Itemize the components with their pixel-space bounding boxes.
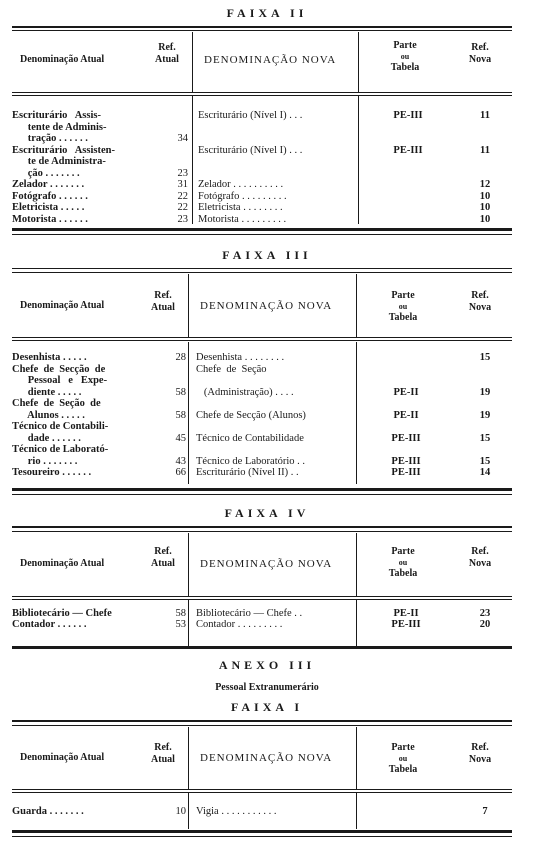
header-ref-nova: Ref. Nova [468, 42, 492, 65]
header-ref-nova: Ref. Nova [468, 546, 492, 569]
denominacao-nova-cell: Chefe de Seção [196, 363, 267, 375]
parte-tabela-cell: PE-II [393, 409, 419, 421]
anexo-title: ANEXO III [218, 658, 316, 672]
denominacao-nova-cell: Chefe de Secção (Alunos) [196, 409, 306, 421]
ref-nova-cell: 11 [480, 110, 490, 121]
denominacao-nova-cell: Escriturário (Nível I) . . . [198, 110, 303, 121]
denominacao-nova-cell: (Administração) . . . . [196, 386, 294, 398]
column-divider [188, 342, 189, 484]
header-parte: Parte ou Tabela [388, 546, 418, 579]
ref-nova-cell: 12 [479, 179, 491, 190]
denominacao-nova-cell: Motorista . . . . . . . . . [198, 213, 287, 225]
parte-tabela-cell: PE-III [393, 144, 423, 156]
denominacao-atual-cell: Chefe de Secção de [12, 363, 106, 375]
header-atual: Denominação Atual [20, 300, 105, 311]
divider [12, 526, 512, 528]
denominacao-nova-cell: Desenhista . . . . . . . . [196, 352, 285, 363]
header-nova: DENOMINAÇÃO NOVA [200, 300, 333, 312]
ref-nova-cell: 15 [479, 352, 491, 363]
header-ref-atual: Ref. Atual [151, 742, 175, 765]
parte-tabela-cell: PE-II [393, 608, 419, 619]
denominacao-atual-cell: dade . . . . . . [12, 432, 81, 444]
section-title: FAIXA III [222, 248, 312, 262]
header-ref-atual: Ref. Atual [155, 42, 179, 65]
divider [12, 789, 512, 790]
header-ref-atual: Ref. Atual [151, 290, 175, 313]
column-divider [192, 32, 193, 92]
parte-tabela-cell: PE-III [391, 619, 421, 630]
section-title: FAIXA II [226, 6, 308, 20]
column-divider [188, 793, 189, 829]
divider [12, 228, 512, 231]
denominacao-nova-cell: Técnico de Laboratório . . [196, 455, 306, 467]
divider [12, 340, 512, 341]
ref-nova-cell: 7 [482, 806, 488, 817]
ref-atual-cell: 31 [177, 179, 188, 190]
denominacao-atual-cell: Fotógrafo . . . . . . [12, 190, 88, 202]
header-nova: DENOMINAÇÃO NOVA [204, 54, 337, 66]
denominacao-nova-cell: Escriturário (Nível II) . . [196, 467, 299, 478]
ref-nova-cell: 19 [479, 386, 491, 398]
ref-atual-cell: 22 [177, 202, 188, 213]
denominacao-atual-cell: Bibliotecário — Chefe [12, 608, 112, 619]
anexo-subtitle: Pessoal Extranumerário [215, 682, 319, 693]
divider [12, 95, 512, 96]
divider [12, 30, 512, 31]
denominacao-atual-cell: Eletricista . . . . . [12, 202, 85, 213]
divider [12, 92, 512, 93]
denominacao-atual-cell: Contador . . . . . . [12, 619, 87, 630]
parte-tabela-cell: PE-III [391, 432, 421, 444]
header-parte: Parte ou Tabela [390, 40, 420, 73]
ref-nova-cell: 23 [479, 608, 491, 619]
parte-tabela-cell: PE-III [393, 110, 423, 121]
header-nova: DENOMINAÇÃO NOVA [200, 558, 333, 570]
ref-atual-cell: 58 [175, 409, 186, 421]
divider [12, 268, 512, 269]
column-divider [356, 274, 357, 337]
divider [12, 26, 512, 28]
ref-nova-cell: 10 [479, 190, 491, 202]
parte-tabela-cell: PE-III [391, 455, 421, 467]
divider [12, 725, 512, 726]
ref-atual-cell: 58 [175, 386, 186, 398]
divider [12, 337, 512, 338]
denominacao-atual-cell: Zelador . . . . . . . [12, 179, 85, 190]
divider [12, 531, 512, 532]
denominacao-atual-cell: Técnico de Contabili- [12, 421, 109, 432]
section-title: FAIXA I [230, 700, 304, 714]
denominacao-atual-cell: Escriturário Assis- [12, 110, 101, 121]
header-nova: DENOMINAÇÃO NOVA [200, 752, 333, 764]
denominacao-atual-cell: Guarda . . . . . . . [12, 806, 84, 817]
divider [12, 792, 512, 793]
divider [12, 234, 512, 235]
ref-atual-cell: 45 [175, 432, 186, 444]
header-atual: Denominação Atual [20, 558, 105, 569]
divider [12, 599, 512, 600]
header-parte: Parte ou Tabela [388, 290, 418, 323]
column-divider [356, 727, 357, 789]
denominacao-nova-cell: Técnico de Contabilidade [196, 432, 304, 444]
ref-atual-cell: 22 [177, 190, 188, 202]
ref-nova-cell: 14 [479, 467, 491, 478]
column-divider [188, 600, 189, 646]
denominacao-nova-cell: Zelador . . . . . . . . . . [198, 179, 284, 190]
column-divider [356, 342, 357, 484]
column-divider [188, 727, 189, 789]
divider [12, 494, 512, 495]
denominacao-atual-cell: Tesoureiro . . . . . . [12, 467, 92, 478]
denominacao-atual-cell: Alunos . . . . . [12, 409, 85, 421]
ref-atual-cell: 58 [175, 608, 186, 619]
header-ref-atual: Ref. Atual [151, 546, 175, 569]
column-divider [188, 274, 189, 337]
denominacao-atual-cell: Motorista . . . . . . [12, 213, 88, 225]
column-divider [356, 793, 357, 829]
divider [12, 720, 512, 722]
denominacao-atual-cell: diente . . . . . [12, 386, 82, 398]
parte-tabela-cell: PE-III [391, 467, 421, 478]
denominacao-nova-cell: Contador . . . . . . . . . [196, 619, 283, 630]
ref-nova-cell: 15 [479, 455, 491, 467]
ref-nova-cell: 19 [479, 409, 491, 421]
column-divider [358, 96, 359, 224]
denominacao-atual-cell: Técnico de Laborató- [12, 444, 109, 455]
denominacao-atual-cell: te de Administra- [12, 156, 106, 167]
divider [12, 596, 512, 597]
column-divider [358, 32, 359, 92]
divider [12, 272, 512, 273]
section-title: FAIXA IV [224, 506, 310, 520]
ref-atual-cell: 28 [175, 352, 186, 363]
denominacao-atual-cell: tente de Adminis- [12, 121, 107, 133]
ref-atual-cell: 66 [175, 467, 186, 478]
denominacao-atual-cell: Escriturário Assisten- [12, 144, 115, 156]
header-parte: Parte ou Tabela [388, 742, 418, 775]
column-divider [188, 533, 189, 596]
ref-atual-cell: 10 [175, 806, 186, 817]
ref-nova-cell: 10 [479, 202, 491, 213]
parte-tabela-cell: PE-II [393, 386, 419, 398]
column-divider [192, 96, 193, 224]
ref-atual-cell: 43 [175, 455, 186, 467]
denominacao-nova-cell: Eletricista . . . . . . . . [198, 202, 283, 213]
ref-atual-cell: 23 [177, 167, 188, 179]
ref-atual-cell: 34 [177, 133, 188, 144]
ref-nova-cell: 10 [479, 213, 491, 225]
denominacao-nova-cell: Fotógrafo . . . . . . . . . [198, 190, 287, 202]
ref-nova-cell: 15 [479, 432, 491, 444]
divider [12, 830, 512, 833]
denominacao-nova-cell: Escriturário (Nível I) . . . [198, 144, 303, 156]
divider [12, 836, 512, 837]
header-atual: Denominação Atual [20, 54, 105, 65]
denominacao-atual-cell: tração . . . . . . [12, 133, 88, 144]
header-ref-nova: Ref. Nova [468, 742, 492, 765]
denominacao-atual-cell: rio . . . . . . . [12, 455, 78, 467]
column-divider [356, 533, 357, 596]
denominacao-nova-cell: Bibliotecário — Chefe . . [196, 608, 303, 619]
divider [12, 646, 512, 649]
divider [12, 488, 512, 491]
denominacao-atual-cell: Pessoal e Expe- [12, 375, 108, 386]
ref-nova-cell: 11 [480, 144, 490, 156]
ref-nova-cell: 20 [479, 619, 491, 630]
denominacao-atual-cell: Chefe de Seção de [12, 398, 101, 409]
header-ref-nova: Ref. Nova [468, 290, 492, 313]
column-divider [356, 600, 357, 646]
denominacao-atual-cell: ção . . . . . . . [12, 167, 80, 179]
header-atual: Denominação Atual [20, 752, 105, 763]
ref-atual-cell: 53 [175, 619, 186, 630]
denominacao-nova-cell: Vigia . . . . . . . . . . . [196, 806, 277, 817]
ref-atual-cell: 23 [177, 213, 188, 225]
denominacao-atual-cell: Desenhista . . . . . [12, 352, 87, 363]
